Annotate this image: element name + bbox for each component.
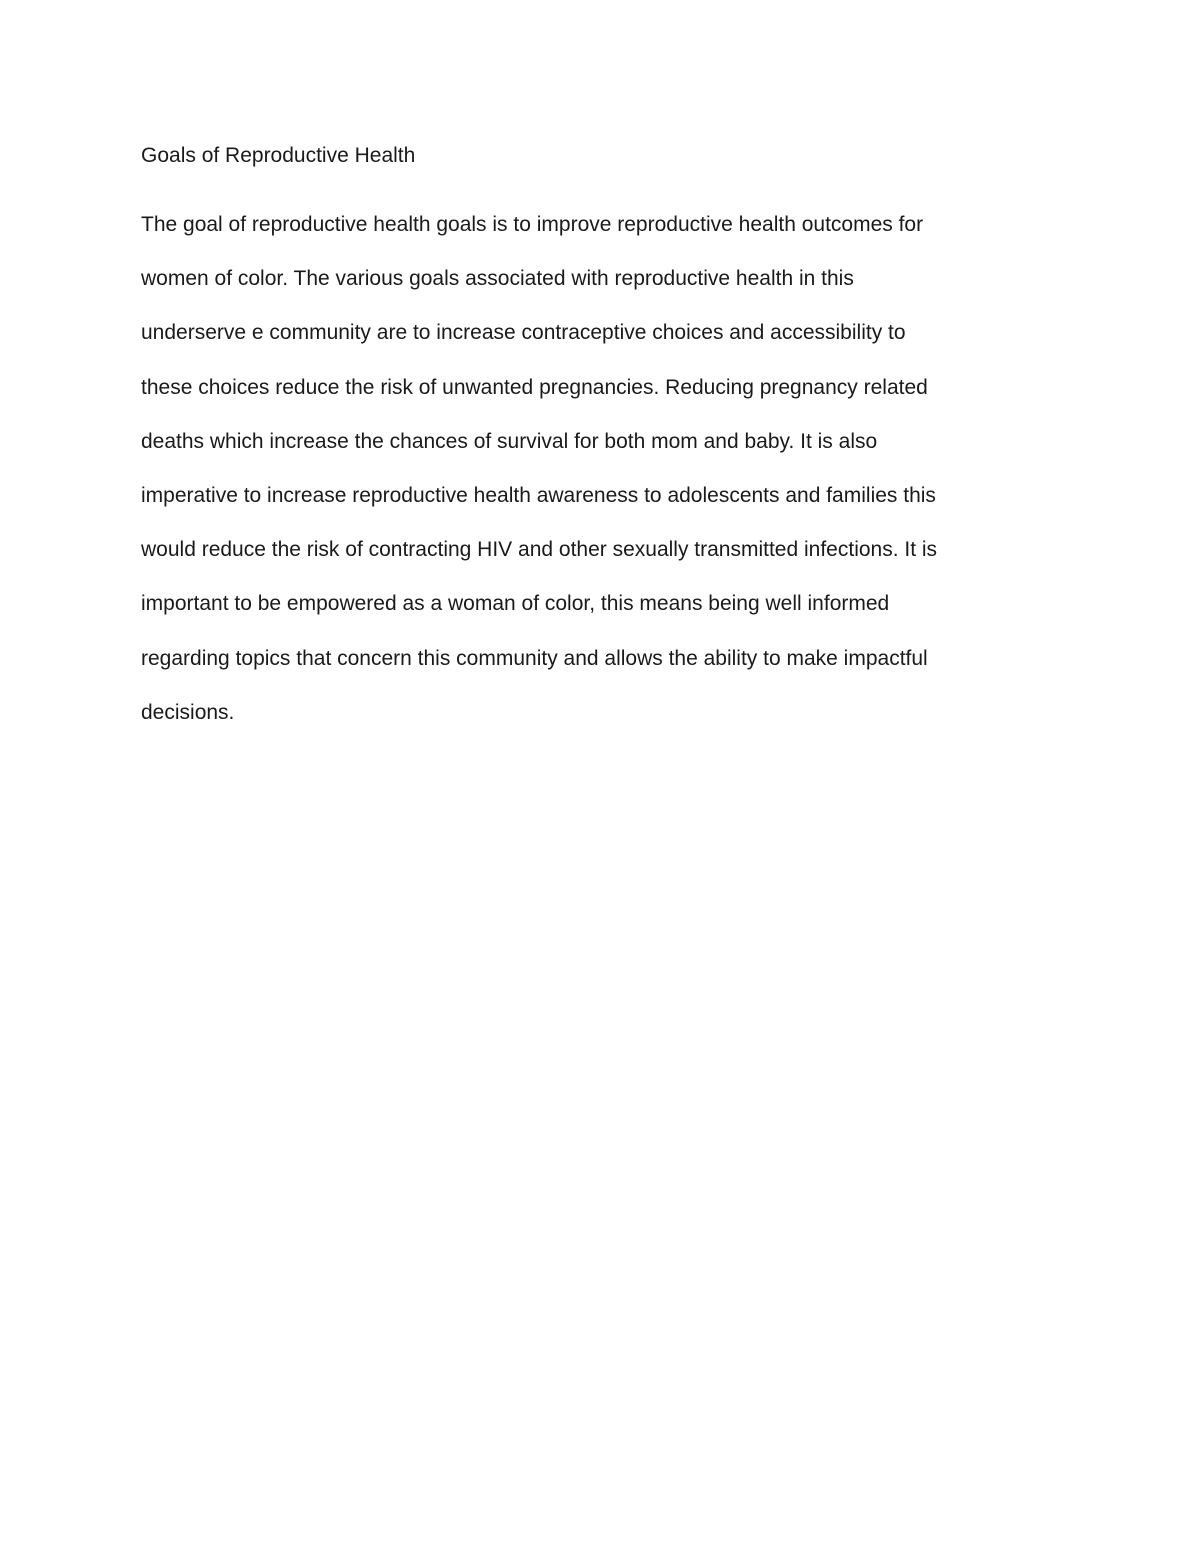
body-line: women of color. The various goals associated with reproductive health in this bbox=[141, 267, 854, 291]
body-line: these choices reduce the risk of unwanted pregnancies. Reducing pregnancy related bbox=[141, 375, 928, 399]
body-line: imperative to increase reproductive health awareness to adolescents and families this bbox=[141, 483, 936, 507]
body-line: decisions. bbox=[141, 700, 235, 724]
body-line: regarding topics that concern this community and allows the ability to make impactful bbox=[141, 646, 928, 670]
document-body bbox=[141, 209, 937, 751]
document-title: Goals of Reproductive Health bbox=[141, 144, 416, 167]
body-line: underserve e community are to increase contraceptive choices and accessibility to bbox=[141, 321, 906, 345]
body-line: would reduce the risk of contracting HIV and other sexually transmitted infections. It is bbox=[141, 538, 938, 562]
body-line: The goal of reproductive health goals is to improve reproductive health outcomes for bbox=[141, 213, 924, 236]
body-line: deaths which increase the chances of survival for both mom and baby. It is also bbox=[141, 429, 878, 453]
body-line: important to be empowered as a woman of color, this means being well informed bbox=[141, 592, 890, 616]
